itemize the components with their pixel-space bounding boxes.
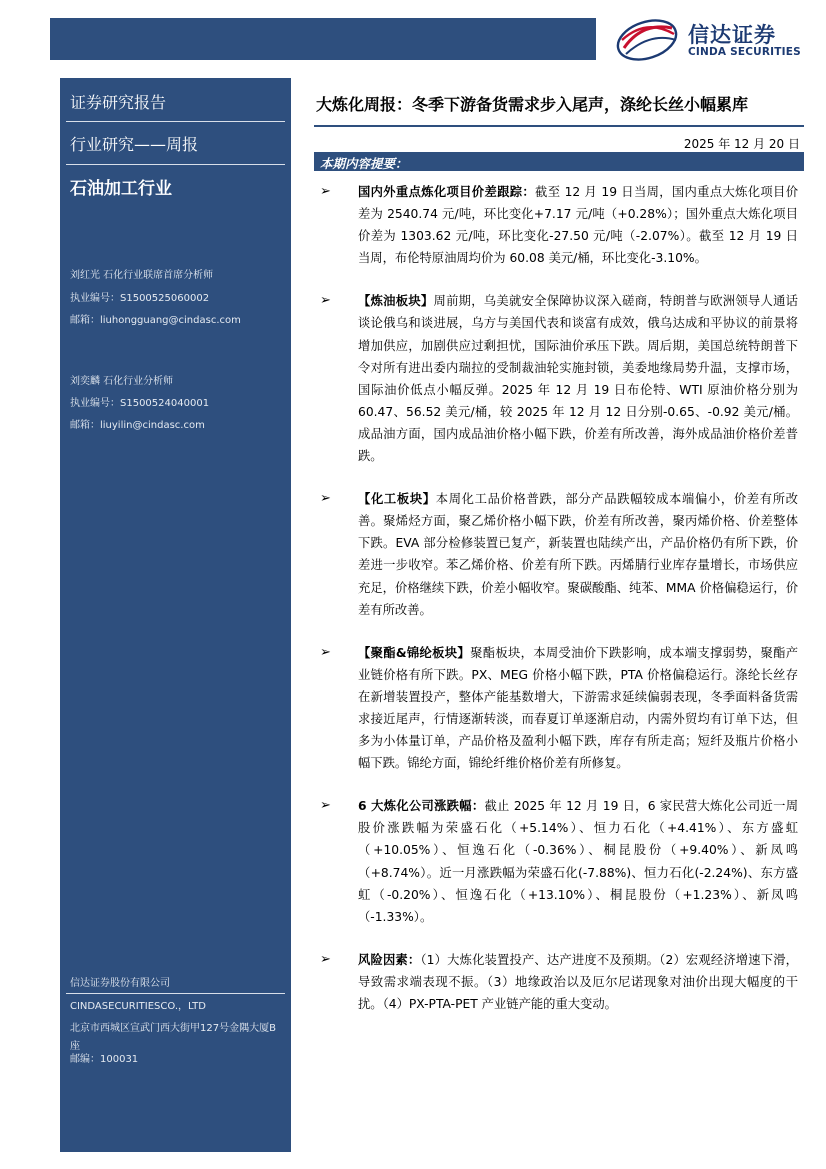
bullet-refining bbox=[320, 290, 798, 467]
bullet-polyester-nylon bbox=[320, 642, 798, 775]
bullet-body: 聚酯板块，本周受油价下跌影响，成本端支撑弱势，聚酯产业链价格有所下跌。PX、MEG 价格小幅下跌，PTA 价格偏稳运行。涤纶长丝存在新增装置投产，整体产能基数增大，下游需求延续偏弱表现，冬季面料备货需求接近尾声，行情逐渐转淡，而春夏订单逐渐启动，内需外贸均有订单下达，但多为小体量订单，产品价格及盈利小幅下跌，库存有所走高；短纤及瓶片价格小幅下跌。锦纶方面，锦纶纤维价格价差有所修复。 bbox=[358, 645, 798, 771]
bullet-head: 【炼油板块】 bbox=[358, 294, 434, 309]
summary-bullets bbox=[320, 181, 798, 1015]
analyst-1-cert: 执业编号：S1500525060002 bbox=[70, 293, 210, 304]
company-postcode: 邮编：100031 bbox=[70, 1054, 139, 1065]
bullet-body: 本周化工品价格普跌，部分产品跌幅较成本端偏小，价差有所改善。聚烯烃方面，聚乙烯价格小幅下跌，价差有所改善，聚丙烯价格、价差整体下跌。EVA 部分检修装置已复产，新装置也陆续产出，产品价格仍有所下跌，价差进一步收窄。苯乙烯价格、价差有所下跌。丙烯腈行业库存量增长，市场供应充足，价格继续下跌，价差小幅收窄。聚碳酸酯、纯苯、MMA 价格偏稳运行，价差有所改善。 bbox=[358, 492, 798, 617]
arrow-bullet-icon: ➢ bbox=[320, 798, 331, 814]
bullet-body: 周前期，乌美就安全保障协议深入磋商，特朗普与欧洲领导人通话谈论俄乌和谈进展，乌方与美国代表和谈富有成效，俄乌达成和平协议的前景将增加供应，加剧供应过剩担忧，国际油价承压下跌。周后期，美国总统特朗普下令对所有进出委内瑞拉的受制裁油轮实施封锁，美委地缘局势升温，支撑市场，国际油价低点小幅反弹。2025 年 12 月 19 日布伦特、WTI 原油价格分别为 60.47、56.52 美元/桶，较 2025 年 12 月 12 日分别-0.65、-0.92 美元/桶。成品油方面，国内成品油价格小幅下跌，价差有所改善，海外成品油价格价差普跌。 bbox=[358, 294, 798, 464]
bullet-spread-tracking bbox=[320, 181, 798, 269]
industry-label: 石油加工行业 bbox=[70, 179, 172, 199]
bullet-risk-factors bbox=[320, 949, 798, 1015]
sidebar-divider bbox=[66, 993, 285, 994]
report-type-label: 证券研究报告 bbox=[70, 93, 167, 112]
analyst-1-name: 刘红光 石化行业联席首席分析师 bbox=[70, 270, 214, 281]
arrow-bullet-icon: ➢ bbox=[320, 293, 331, 309]
analyst-1-email[interactable]: 邮箱：liuhongguang@cindasc.com bbox=[70, 315, 241, 326]
company-name-cn: 信达证券股份有限公司 bbox=[70, 978, 170, 989]
cinda-emblem-icon bbox=[612, 18, 682, 62]
summary-header bbox=[314, 152, 804, 171]
bullet-stock-performance bbox=[320, 795, 798, 928]
report-title: 大炼化周报：冬季下游备货需求步入尾声，涤纶长丝小幅累库 bbox=[316, 95, 749, 114]
analyst-2-cert: 执业编号：S1500524040001 bbox=[70, 398, 210, 409]
bullet-body: 截止 2025 年 12 月 19 日，6 家民营大炼化公司近一周股价涨跌幅为荣盛石化（+5.14%）、恒力石化（+4.41%）、东方盛虹（+10.05%）、恒逸石化（-0.36%）、桐昆股份（+9.40%）、新凤鸣（+8.74%）。近一月涨跌幅为荣盛石化(-7.88%)、恒力石化(-2.24%)、东方盛虹（-0.20%）、恒逸石化（+13.10%）、桐昆股份（+1.23%）、新凤鸣（-1.33%）。 bbox=[358, 799, 798, 924]
title-underline bbox=[314, 125, 804, 127]
analyst-2-name: 刘奕麟 石化行业分析师 bbox=[70, 376, 174, 387]
sidebar bbox=[60, 78, 291, 1152]
arrow-bullet-icon: ➢ bbox=[320, 951, 331, 967]
bullet-head: 风险因素： bbox=[358, 952, 421, 967]
summary-label: 本期内容提要： bbox=[320, 156, 408, 171]
bullet-head: 【聚酯&锦纶板块】 bbox=[358, 645, 471, 660]
company-address-line2: 座 bbox=[70, 1041, 80, 1052]
analyst-2-email[interactable]: 邮箱：liuyilin@cindasc.com bbox=[70, 420, 205, 431]
logo-text-cn: 信达证券 bbox=[688, 23, 776, 47]
company-name-en: CINDASECURITIESCO.，LTD bbox=[70, 1001, 206, 1012]
logo-text-en: CINDA SECURITIES bbox=[688, 46, 801, 58]
bullet-body: 截至 12 月 19 日当周，国内重点大炼化项目价差为 2540.74 元/吨，环比变化+7.17 元/吨（+0.28%）；国外重点大炼化项目价差为 1303.62 元/吨，环比变化-27.50 元/吨（-2.07%）。截至 12 月 19 日当周，布伦特原油周均价为 60.08 美元/桶，环比变化-3.10%。 bbox=[358, 185, 798, 266]
bullet-head: 国内外重点炼化项目价差跟踪： bbox=[358, 185, 536, 199]
research-type-label: 行业研究——周报 bbox=[70, 135, 199, 154]
report-date: 2025 年 12 月 20 日 bbox=[683, 137, 800, 151]
arrow-bullet-icon: ➢ bbox=[320, 184, 331, 199]
header-band bbox=[50, 18, 596, 60]
sidebar-divider bbox=[66, 164, 285, 165]
bullet-head: 【化工板块】 bbox=[358, 492, 436, 507]
cinda-logo bbox=[612, 16, 812, 62]
sidebar-divider bbox=[66, 121, 285, 122]
bullet-body: （1）大炼化装置投产、达产进度不及预期。（2）宏观经济增速下滑，导致需求端表现不振。（3）地缘政治以及厄尔尼诺现象对油价出现大幅度的干扰。（4）PX-PTA-PET 产业链产能的重大变动。 bbox=[358, 952, 798, 1011]
arrow-bullet-icon: ➢ bbox=[320, 644, 331, 660]
bullet-chemicals bbox=[320, 488, 798, 621]
company-address-line1: 北京市西城区宣武门西大街甲127号金隅大厦B bbox=[70, 1023, 276, 1034]
bullet-head: 6 大炼化公司涨跌幅： bbox=[358, 799, 485, 814]
arrow-bullet-icon: ➢ bbox=[320, 491, 331, 507]
